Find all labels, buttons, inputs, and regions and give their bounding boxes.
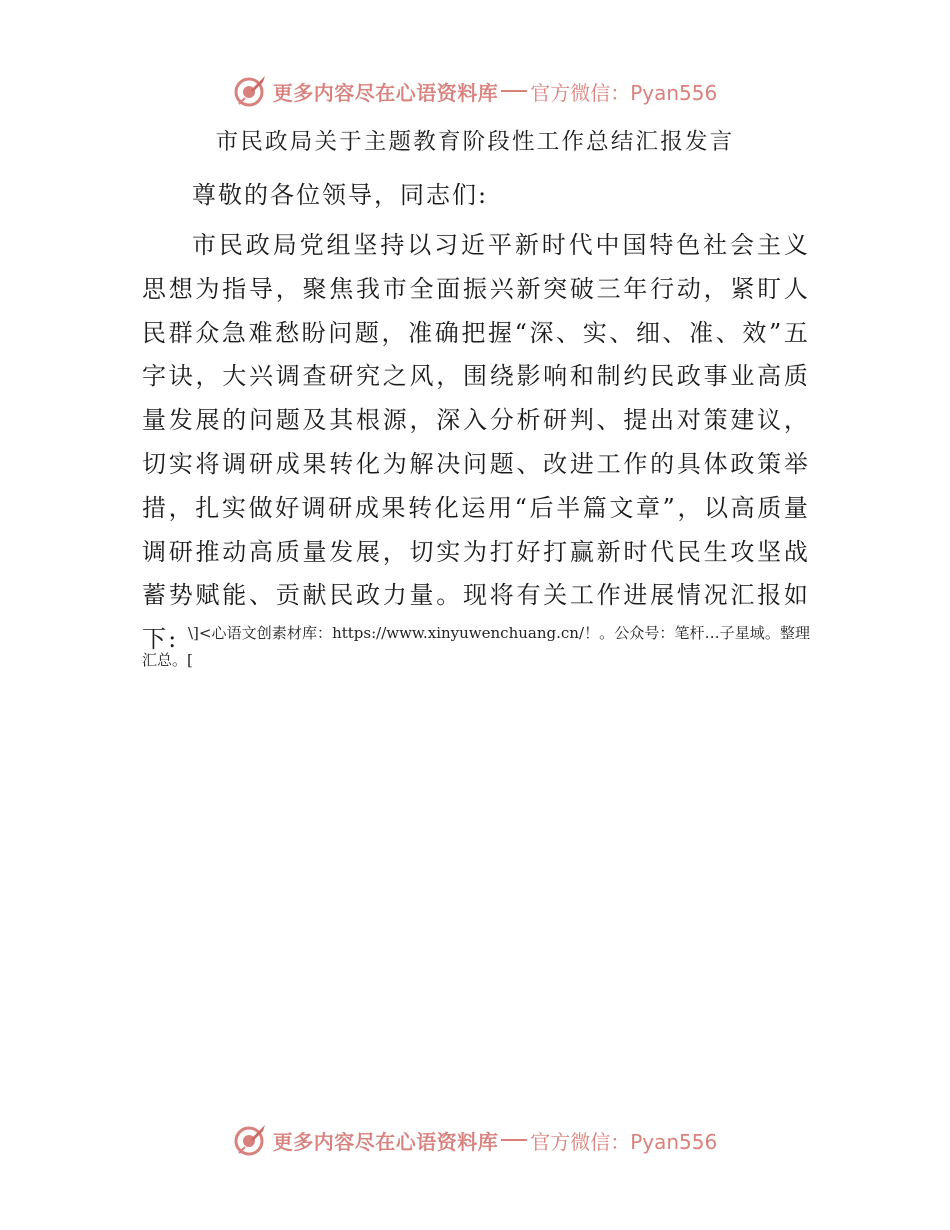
banner-wechat: 官方微信：Pyan556 [530, 80, 718, 105]
footer-banner [0, 1120, 950, 1160]
document-title: 市民政局关于主题教育阶段性工作总结汇报发言 [215, 129, 735, 155]
banner-dash [501, 1139, 527, 1141]
quill-pen-seal-icon [233, 74, 267, 108]
banner-text: 更多内容尽在心语资料库 [272, 1129, 499, 1154]
source-note: \]<心语文创素材库：https://www.xinyuwenchuang.cn/！。公众号：笔杆…子星域。整理汇总。[ [142, 624, 810, 669]
banner-text: 更多内容尽在心语资料库 [272, 80, 499, 105]
header-banner [0, 71, 950, 111]
banner-wechat: 官方微信：Pyan556 [530, 1129, 718, 1154]
body-paragraph: 市民政局党组坚持以习近平新时代中国特色社会主义思想为指导，聚焦我市全面振兴新突破三年行动，紧盯人民群众急难愁盼问题，准确把握“深、实、细、准、效”五字诀，大兴调查研究之风，围绕影响和制约民政事业高质量发展的问题及其根源，深入分析研判、提出对策建议，切实将调研成果转化为解决问题、改进工作的具体政策举措，扎实做好调研成果转化运用“后半篇文章”，以高质量调研推动高质量发展，切实为打好打赢新时代民生攻坚战蓄势赋能、贡献民政力量。现将有关工作进展情况汇报如下: [142, 231, 810, 654]
salutation: 尊敬的各位领导，同志们: [192, 181, 489, 209]
quill-pen-seal-icon [233, 1123, 267, 1157]
banner-dash [501, 90, 527, 92]
